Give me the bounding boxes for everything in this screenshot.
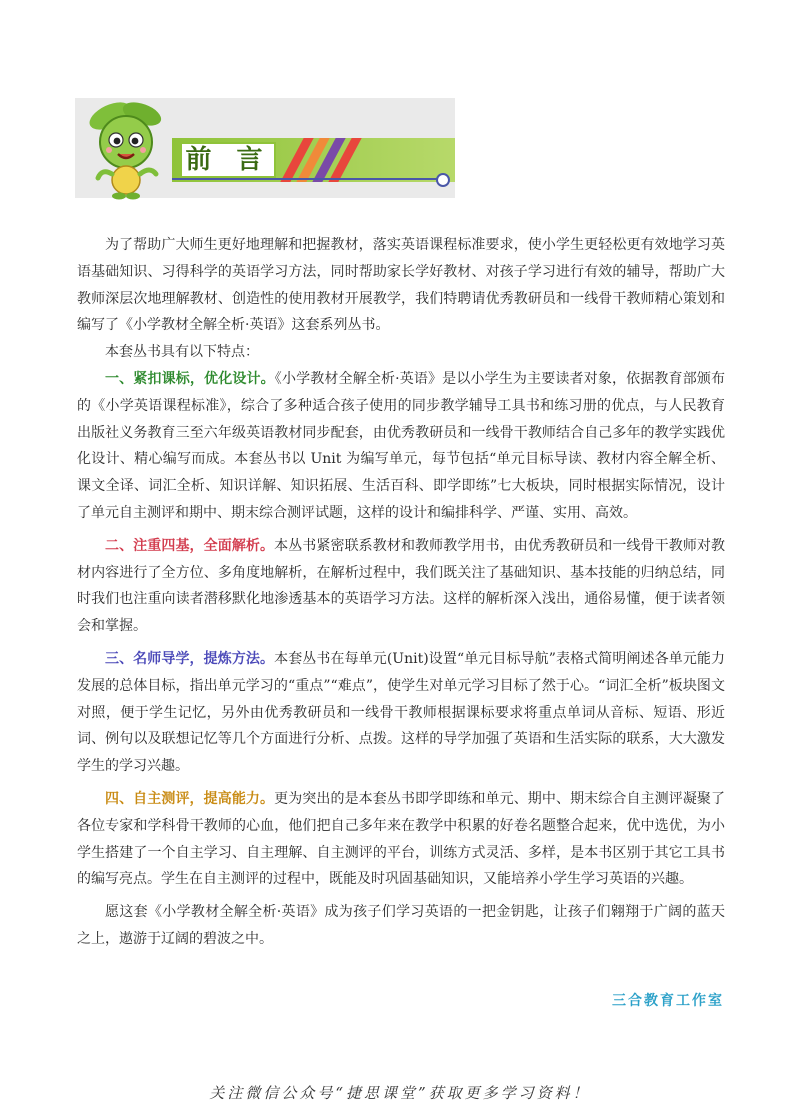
feature-paragraph [77, 533, 725, 640]
feature-heading: 一、紧扣课标，优化设计。 [105, 370, 275, 387]
feature-paragraph [77, 366, 725, 527]
feature-body: 本套丛书在每单元(Unit)设置“单元目标导航”表格式简明阐述各单元能力发展的总体目标，指出单元学习的“重点”“难点”，使学生对单元学习目标了然于心。“词汇全析”板块图文对照，便于学生记忆，另外由优秀教研员和一线骨干教师根据课标要求将重点单词从音标、短语、形近词、例句以及联想记忆等几个方面进行分析、点拨。这样的导学加强了英语和生活实际的联系，大大激发学生的学习兴趣。 [77, 650, 726, 775]
page-title: 前 言 [185, 145, 271, 175]
banner-rule-dot [436, 173, 450, 187]
author-signature: 三合教育工作室 [612, 993, 724, 1009]
intro-lead: 本套丛书具有以下特点： [105, 344, 259, 361]
feature-body: 本丛书紧密联系教材和教师教学用书，由优秀教研员和一线骨干教师对教材内容进行了全方位、多角度地解析，在解析过程中，我们既关注了基础知识、基本技能的归纳总结，同时我们也注重向读者潜移默化地渗透基本的英语学习方法。这样的解析深入浅出，通俗易懂，便于读者领会和掌握。 [77, 537, 726, 635]
banner-rule [172, 178, 438, 180]
footer-note: 关注微信公众号“捷思课堂”获取更多学习资料！ [209, 1084, 591, 1102]
feature-paragraph [77, 646, 725, 780]
feature-paragraph [77, 786, 725, 893]
feature-heading: 三、名师导学，提炼方法。 [105, 650, 275, 667]
intro-paragraph: 为了帮助广大师生更好地理解和把握教材，落实英语课程标准要求，使小学生更轻松更有效地学习英语基础知识、习得科学的英语学习方法，同时帮助家长学好教材、对孩子学习进行有效的辅导，帮助广大教师深层次地理解教材、创造性的使用教材开展教学，我们特聘请优秀教研员和一线骨干教师精心策划和编写了《小学教材全解全析·英语》这套系列丛书。 [77, 237, 725, 334]
feature-heading: 四、自主测评，提高能力。 [105, 790, 275, 807]
feature-heading: 二、注重四基，全面解析。 [105, 537, 275, 554]
closing-paragraph: 愿这套《小学教材全解全析·英语》成为孩子们学习英语的一把金钥匙，让孩子们翱翔于广阔的蓝天之上，遨游于辽阔的碧波之中。 [77, 904, 725, 947]
feature-body: 《小学教材全解全析·英语》是以小学生为主要读者对象，依据教育部颁布的《小学英语课程标准》，综合了多种适合孩子使用的同步教学辅导工具书和练习册的优点，与人民教育出版社义务教育三至六年级英语教材同步配套，由优秀教研员和一线骨干教师结合自己多年的教学实践优化设计、精心编写而成。本套丛书以 Unit 为编写单元，每节包括“单元目标导读、教材内容全解全析、课文全译、词汇全析、知识详解、知识拓展、生活百科、即学即练”七大板块，同时根据实际情况，设计了单元自主测评和期中、期末综合测评试题，这样的设计和编排科学、严谨、实用、高效。 [77, 370, 726, 521]
sprout-mascot-icon [76, 96, 176, 200]
preface-body [77, 232, 725, 953]
feature-body: 更为突出的是本套丛书即学即练和单元、期中、期末综合自主测评凝聚了各位专家和学科骨干教师的心血，他们把自己多年来在教学中积累的好卷名题整合起来，优中选优，为小学生搭建了一个自主学习、自主理解、自主测评的平台，训练方式灵活、多样，是本书区别于其它工具书的编写亮点。学生在自主测评的过程中，既能及时巩固基础知识，又能培养小学生学习英语的兴趣。 [77, 790, 726, 888]
